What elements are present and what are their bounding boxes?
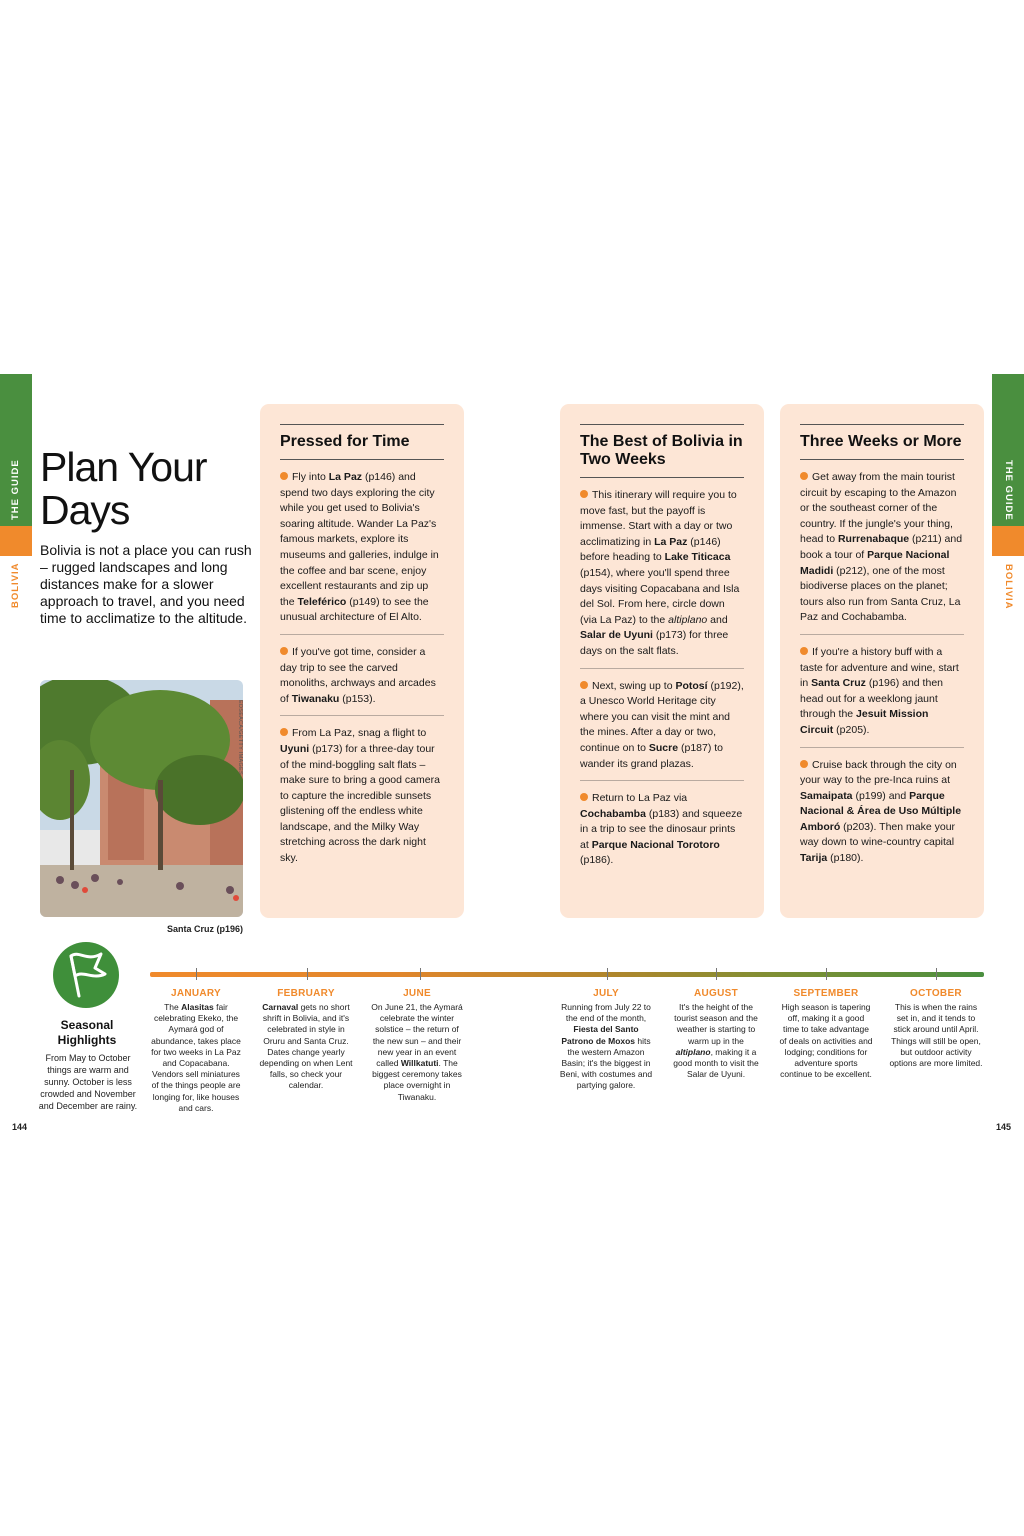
month-name: JULY bbox=[593, 988, 619, 999]
page-title-line-2: Days bbox=[40, 487, 130, 533]
side-tab-country-label-left: BOLIVIA bbox=[10, 562, 21, 608]
card-title: Three Weeks or More bbox=[800, 424, 964, 460]
card-item-text: Next, swing up to Potosí (p192), a Unesco World Heritage city where you can visit the mint and the mines. After a day or two, continue on to Sucre (p187) to wander its grand plazas. bbox=[580, 679, 744, 770]
timeline-tick bbox=[307, 968, 308, 980]
card-title: The Best of Bolivia in Two Weeks bbox=[580, 424, 744, 478]
month-january bbox=[149, 988, 243, 1114]
month-june bbox=[370, 988, 464, 1103]
card-item-text: If you're a history buff with a taste for adventure and wine, start in Santa Cruz (p196) and then head out for a weeklong jaunt through the Jesuit Mission Circuit (p205). bbox=[800, 645, 959, 736]
bullet-dot-icon bbox=[280, 647, 288, 655]
month-name: AUGUST bbox=[693, 988, 739, 999]
page-number-left: 144 bbox=[12, 1122, 28, 1132]
bullet-dot-icon bbox=[800, 472, 808, 480]
month-name: OCTOBER bbox=[910, 988, 962, 999]
side-tab-accent-left bbox=[0, 526, 32, 556]
seasonal-title: Seasonal Highlights bbox=[57, 1018, 117, 1047]
month-text: Running from July 22 to the end of the month, Fiesta del Santo Patrono de Moxos hits the western Amazon Basin; it's the biggest in Beni, with costumes and partying galore. bbox=[559, 1002, 653, 1091]
photo-credit: EDSEACA/GETTY IMAGES bbox=[237, 700, 243, 775]
month-name: FEBRUARY bbox=[277, 988, 335, 999]
card-item bbox=[800, 635, 964, 748]
card-item-text: Cruise back through the city on your way to the pre-Inca ruins at Samaipata (p199) and Parque Nacional & Área de Uso Múltiple Amboró (p203). Then make your way down to wine-country capital Tarija (p180). bbox=[800, 758, 962, 865]
month-text: The Alasitas fair celebrating Ekeko, the Aymará god of abundance, takes place for two weeks in La Paz and Copacabana. Vendors sell miniatures of the things people are longing for, like houses and cars. bbox=[151, 1002, 241, 1113]
month-text: High season is tapering off, making it a good time to take advantage of deals on activities and lodging; conditions for adventure sports continue to be excellent. bbox=[779, 1002, 873, 1080]
card-item-text: This itinerary will require you to move fast, but the payoff is immense. Start with a day or two acclimatizing in La Paz (p146) before heading to Lake Titicaca (p154), where you'll spend three days visiting Copacabana and Isla del Sol. From here, circle down (via La Paz) to the altiplano and Salar de Uyuni (p173) for three days on the salt flats. bbox=[580, 489, 740, 657]
card-item-text: Return to La Paz via Cochabamba (p183) and squeeze in a trip to see the dinosaur prints at Parque Nacional Torotoro (p186). bbox=[580, 792, 743, 867]
card-pressed-for-time bbox=[260, 404, 464, 918]
timeline-tick bbox=[607, 968, 608, 980]
month-text: It's the height of the tourist season and the weather is starting to warm up in the altiplano, making it a good month to visit the Salar de Uyuni. bbox=[673, 1002, 759, 1080]
page-title-line-1: Plan Your bbox=[40, 444, 207, 490]
timeline-tick bbox=[420, 968, 421, 980]
month-name: JANUARY bbox=[170, 988, 222, 999]
bullet-dot-icon bbox=[800, 760, 808, 768]
timeline-tick bbox=[936, 968, 937, 980]
photo-caption: Santa Cruz (p196) bbox=[166, 924, 243, 934]
santa-cruz-photo bbox=[40, 680, 243, 917]
month-name: SEPTEMBER bbox=[793, 988, 859, 999]
card-item bbox=[580, 478, 744, 669]
bullet-dot-icon bbox=[280, 728, 288, 736]
month-name: JUNE bbox=[403, 988, 431, 999]
card-item bbox=[280, 460, 444, 635]
bullet-dot-icon bbox=[580, 490, 588, 498]
month-september bbox=[779, 988, 873, 1080]
card-item bbox=[280, 716, 444, 874]
month-text: This is when the rains set in, and it tends to stick around until April. Things will still be open, but outdoor activity options are more limited. bbox=[889, 1002, 983, 1069]
card-item-text: Get away from the main tourist circuit by escaping to the Amazon or the southeast corner of the country. If the jungle's your thing, head to Rurrenabaque (p211) and book a tour of Parque Nacional Madidi (p212), one of the most biodiverse places on the planet; tours also run from Santa Cruz, La Paz and Cochabamba. bbox=[800, 471, 963, 624]
page-title bbox=[40, 446, 207, 532]
month-july bbox=[559, 988, 653, 1092]
flag-icon bbox=[53, 942, 119, 1008]
card-item bbox=[800, 460, 964, 635]
card-item bbox=[280, 635, 444, 716]
timeline-tick bbox=[196, 968, 197, 980]
bullet-dot-icon bbox=[580, 793, 588, 801]
month-october bbox=[889, 988, 983, 1069]
bullet-dot-icon bbox=[580, 681, 588, 689]
intro-paragraph: Bolivia is not a place you can rush – rugged landscapes and long distances make for a slower approach to travel, and you need time to acclimatize to the altitude. bbox=[40, 542, 252, 626]
card-item bbox=[580, 669, 744, 782]
bullet-dot-icon bbox=[800, 647, 808, 655]
month-august bbox=[669, 988, 763, 1080]
month-february bbox=[259, 988, 353, 1092]
card-item-text: If you've got time, consider a day trip to see the carved monoliths, archways and arcades of Tiwanaku (p153). bbox=[280, 645, 436, 705]
side-tab-accent-right bbox=[992, 526, 1024, 556]
cathedral-illustration bbox=[40, 680, 243, 917]
card-three-weeks bbox=[780, 404, 984, 918]
seasonal-text: From May to October things are warm and sunny. October is less crowded and November and December are rainy. bbox=[38, 1053, 138, 1111]
month-text: On June 21, the Aymará celebrate the winter solstice – the return of the new sun – and their new year in an event called Willkatuti. The biggest ceremony takes place overnight in Tiwanaku. bbox=[371, 1002, 463, 1102]
page-number-right: 145 bbox=[996, 1122, 1012, 1132]
bullet-dot-icon bbox=[280, 472, 288, 480]
timeline-bar bbox=[150, 972, 984, 977]
timeline-tick bbox=[826, 968, 827, 980]
flag-icon-glyph bbox=[53, 942, 119, 1008]
side-tab-guide-label-right: THE GUIDE bbox=[1003, 460, 1014, 521]
card-best-of-bolivia bbox=[560, 404, 764, 918]
card-item bbox=[580, 781, 744, 877]
card-item bbox=[800, 748, 964, 875]
timeline-tick bbox=[716, 968, 717, 980]
card-item-text: From La Paz, snag a flight to Uyuni (p173) for a three-day tour of the mind-boggling salt flats – make sure to bring a good camera to capture the incredible sunsets glistening off the endless white landscape, and the Milky Way stretching across the dark night sky. bbox=[280, 727, 440, 865]
card-title: Pressed for Time bbox=[280, 424, 444, 460]
card-item-text: Fly into La Paz (p146) and spend two days exploring the city while you get used to Bolivia's soaring altitude. Wander La Paz's famous markets, explore its museums and galleries, indulge in the coffee and bar scene, enjoy excellent restaurants and zip up the Teleférico (p149) to see the unusual architecture of El Alto. bbox=[280, 471, 439, 624]
month-text: Carnaval gets no short shrift in Bolivia, and it's celebrated in style in Oruru and Santa Cruz. Dates change yearly depending on when Lent falls, so check your calendar. bbox=[259, 1002, 353, 1091]
side-tab-country-label-right: BOLIVIA bbox=[1003, 564, 1014, 610]
side-tab-guide-label-left: THE GUIDE bbox=[10, 459, 21, 520]
